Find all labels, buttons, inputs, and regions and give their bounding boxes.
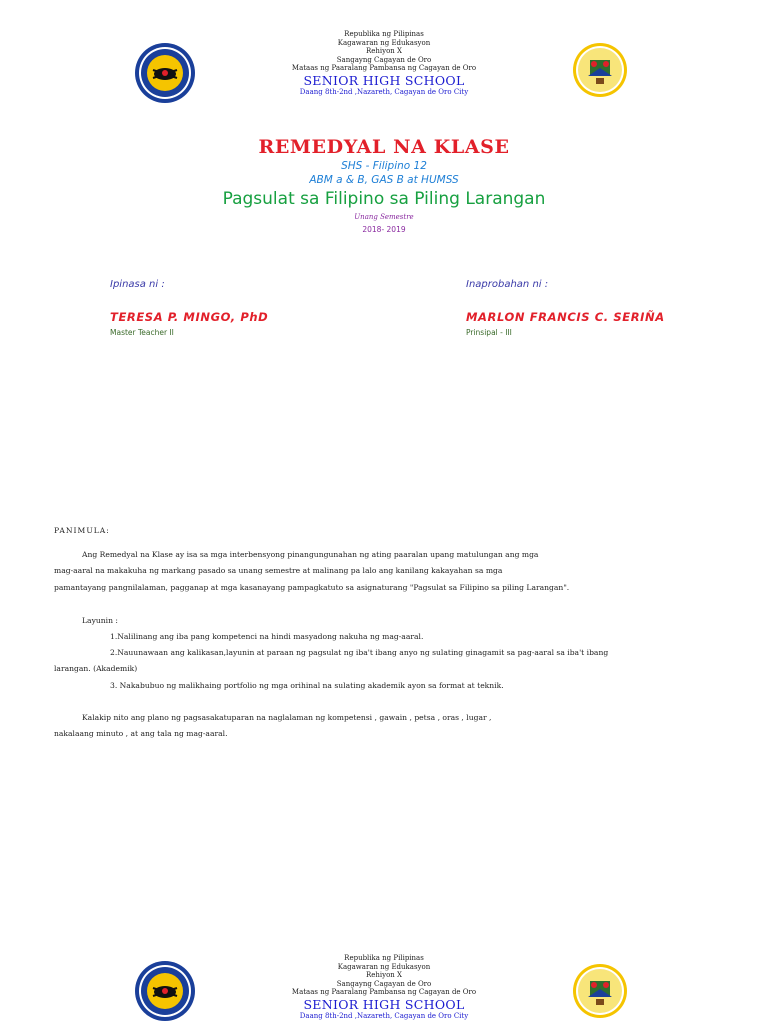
header-line-1: Republika ng Pilipinas (344, 30, 424, 38)
header-block (184, 30, 584, 97)
objective-3: 3. Nakabubuo ng malikhaing portfolio ng mga orihinal na sulating akademik ayon sa format at teknik. (110, 681, 504, 690)
header-line-3: Rehiyon X (365, 47, 403, 55)
header-line-5: Mataas ng Paaralang Pambansa ng Cagayan de Oro (291, 64, 477, 72)
header-line-4: Sangayng Cagayan de Oro (336, 979, 432, 988)
approved-by-label: Inaprobahan ni : (466, 279, 549, 290)
intro-line-2: mag-aaral na makakuha ng markang pasado sa unang semestre at malinang pa lalo ang kanilang kakayahan sa mga (54, 566, 503, 575)
intro-line-1: Ang Remedyal na Klase ay isa sa mga interbensyong pinangungunahan ng ating paaralan upang matulungan ang mga (82, 550, 539, 559)
approved-by-name: MARLON FRANCIS C. SERIÑA (466, 310, 665, 324)
objective-2-line-1: 2.Nauunawaan ang kalikasan,layunin at paraan ng pagsulat ng iba't ibang anyo ng sulating ginagamit sa pag-aaral sa iba't ibang (110, 648, 609, 657)
intro-line-3: pamantayang pangnilalaman, pagganap at mga kasanayang pampagkatuto sa asignaturang "Pagsulat sa Filipino sa piling Larangan". (54, 583, 570, 592)
header-block-bottom (184, 954, 584, 1024)
school-name: SENIOR HIGH SCHOOL (303, 996, 465, 1012)
approved-by-position: Prinsipal - III (466, 328, 512, 337)
subject-title: Pagsulat sa Filipino sa Piling Larangan (222, 189, 546, 209)
header-line-3: Rehiyon X (365, 971, 403, 979)
objective-2-line-2: larangan. (Akademik) (54, 664, 138, 673)
document-title: REMEDYAL NA KLASE (258, 136, 510, 158)
header-line-5: Mataas ng Paaralang Pambansa ng Cagayan de Oro (291, 988, 477, 996)
prepared-by-name: TERESA P. MINGO, PhD (110, 310, 269, 324)
header-line-2: Kagawaran ng Edukasyon (337, 962, 431, 971)
semester-label: Unang Semestre (354, 213, 414, 221)
section-heading: PANIMULA: (54, 526, 110, 535)
school-name: SENIOR HIGH SCHOOL (303, 72, 465, 88)
school-address: Daang 8th-2nd ,Nazareth, Cagayan de Oro City (299, 1011, 469, 1020)
prepared-by-position: Master Teacher II (110, 328, 174, 337)
objective-1: 1.Nalilinang ang iba pang kompetenci na hindi masyadong nakuha ng mag-aaral. (110, 632, 424, 641)
closing-line-1: Kalakip nito ang plano ng pagsasakatuparan na naglalaman ng kompetensi , gawain , petsa , oras , lugar , (82, 713, 492, 722)
header-line-1: Republika ng Pilipinas (344, 954, 424, 962)
sections-line: ABM a & B, GAS B at HUMSS (309, 174, 459, 186)
course-line: SHS - Filipino 12 (341, 160, 427, 172)
header-line-4: Sangayng Cagayan de Oro (336, 55, 432, 64)
closing-line-2: nakalaang minuto , at ang tala ng mag-aaral. (54, 729, 228, 738)
header-line-2: Kagawaran ng Edukasyon (337, 38, 431, 47)
objectives-label: Layunin : (82, 616, 118, 625)
school-year: 2018- 2019 (362, 225, 406, 234)
prepared-by-label: Ipinasa ni : (110, 279, 165, 290)
school-address: Daang 8th-2nd ,Nazareth, Cagayan de Oro City (299, 87, 469, 96)
